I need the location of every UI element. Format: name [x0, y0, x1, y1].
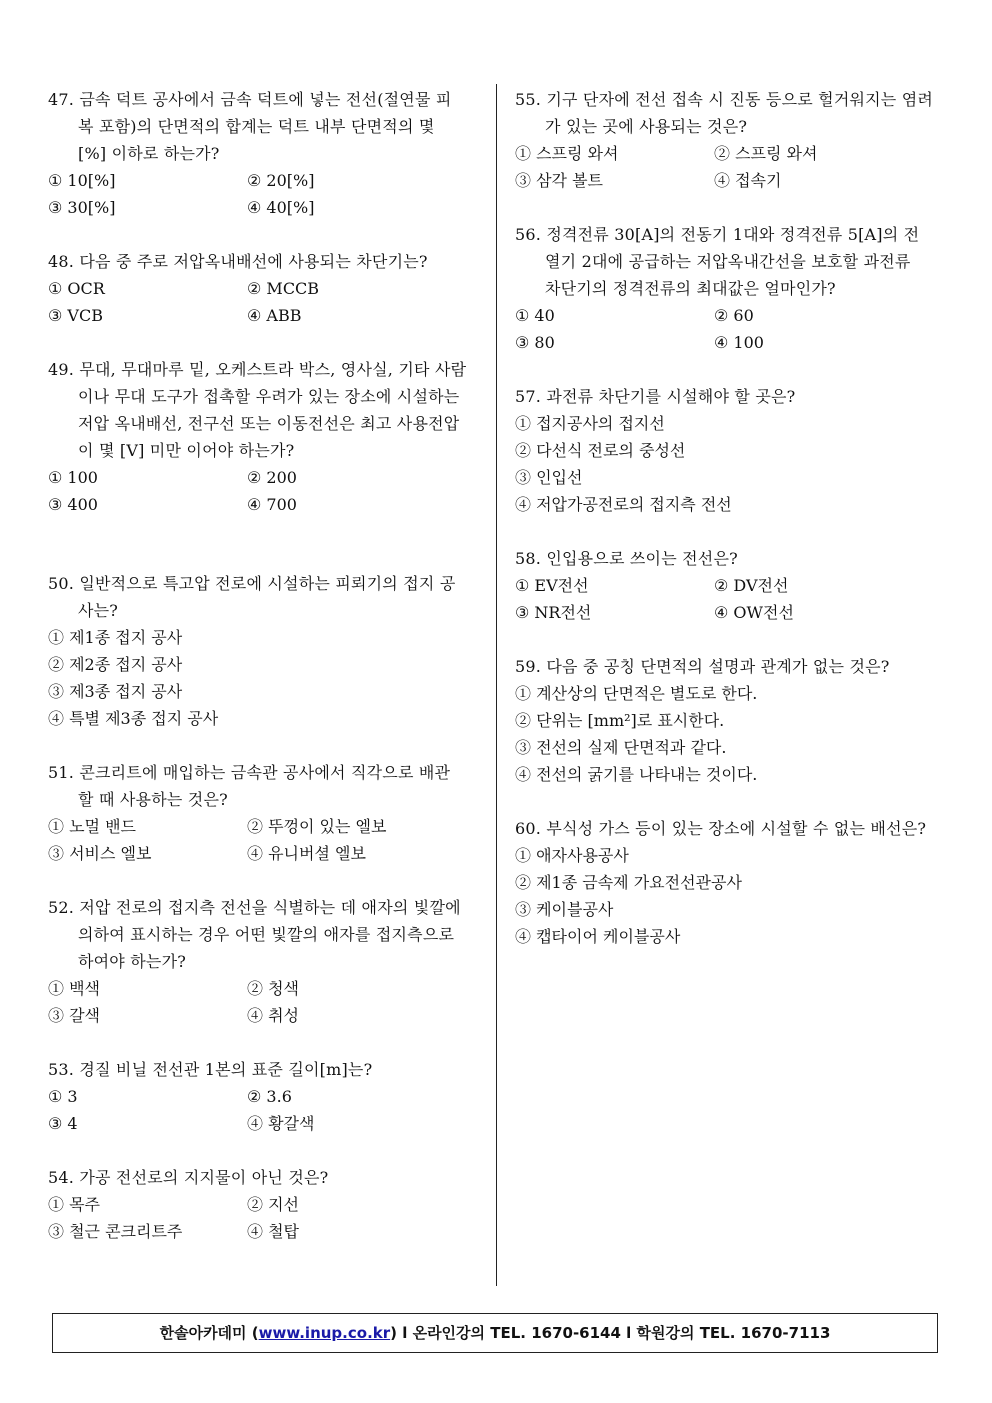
- options: [515, 140, 947, 194]
- options: [515, 572, 947, 626]
- footer-banner: [52, 1313, 938, 1353]
- option-2[interactable]: ② 제1종 금속제 가요전선관공사: [515, 873, 742, 892]
- option-1[interactable]: ① 애자사용공사: [515, 846, 629, 865]
- website-link[interactable]: www.inup.co.kr: [258, 1324, 391, 1342]
- option-2[interactable]: ② 60: [714, 306, 754, 325]
- option-3[interactable]: ③ 삼각 볼트: [515, 171, 603, 190]
- option-2[interactable]: ② 제2종 접지 공사: [48, 655, 183, 674]
- question-text: 55. 기구 단자에 전선 접속 시 진동 등으로 헐거워지는 염려: [515, 90, 934, 109]
- question-text: 50. 일반적으로 특고압 전로에 시설하는 피뢰기의 접지 공: [48, 574, 456, 593]
- question-text: 저압 옥내배선, 전구선 또는 이동전선은 최고 사용전압: [78, 414, 460, 433]
- option-2[interactable]: ② 20[%]: [247, 171, 315, 190]
- question-52: [48, 894, 480, 1029]
- option-2[interactable]: ② 단위는 [mm²]로 표시한다.: [515, 711, 725, 730]
- question-text: 57. 과전류 차단기를 시설해야 할 곳은?: [515, 387, 796, 406]
- option-4[interactable]: ④ 철탑: [247, 1222, 299, 1241]
- options: [48, 813, 480, 867]
- option-1[interactable]: ① 백색: [48, 979, 100, 998]
- option-4[interactable]: ④ ABB: [247, 306, 302, 325]
- option-4[interactable]: ④ 특별 제3종 접지 공사: [48, 709, 219, 728]
- option-4[interactable]: ④ 유니버셜 엘보: [247, 844, 366, 863]
- options: [48, 464, 480, 518]
- question-56: [515, 221, 947, 356]
- option-3[interactable]: ③ 인입선: [515, 468, 583, 487]
- option-4[interactable]: ④ 100: [714, 333, 764, 352]
- option-1[interactable]: ① 접지공사의 접지선: [515, 414, 665, 433]
- question-53: [48, 1056, 480, 1137]
- option-1[interactable]: ① EV전선: [515, 576, 589, 595]
- option-3[interactable]: ③ 서비스 엘보: [48, 844, 152, 863]
- question-55: [515, 86, 947, 194]
- question-text: 열기 2대에 공급하는 저압옥내간선을 보호할 과전류: [545, 252, 911, 271]
- question-51: [48, 759, 480, 867]
- option-3[interactable]: ③ 전선의 실제 단면적과 같다.: [515, 738, 727, 757]
- option-3[interactable]: ③ 80: [515, 333, 555, 352]
- options: [48, 167, 480, 221]
- question-60: [515, 815, 947, 950]
- option-2[interactable]: ② 3.6: [247, 1087, 292, 1106]
- question-47: [48, 86, 480, 221]
- question-text: 58. 인입용으로 쓰이는 전선은?: [515, 549, 738, 568]
- question-54: [48, 1164, 480, 1245]
- footer-prefix: 한솔아카데미 (: [159, 1324, 259, 1342]
- option-4[interactable]: ④ 접속기: [714, 171, 782, 190]
- question-57: [515, 383, 947, 518]
- option-2[interactable]: ② MCCB: [247, 279, 320, 298]
- question-text: 60. 부식성 가스 등이 있는 장소에 시설할 수 없는 배선은?: [515, 819, 927, 838]
- options: [48, 275, 480, 329]
- option-3[interactable]: ③ 4: [48, 1114, 78, 1133]
- question-text: 59. 다음 중 공칭 단면적의 설명과 관계가 없는 것은?: [515, 657, 890, 676]
- question-text: 이나 무대 도구가 접촉할 우려가 있는 장소에 시설하는: [78, 387, 460, 406]
- option-3[interactable]: ③ NR전선: [515, 603, 592, 622]
- option-1[interactable]: ① 목주: [48, 1195, 100, 1214]
- option-4[interactable]: ④ 40[%]: [247, 198, 315, 217]
- question-59: [515, 653, 947, 788]
- option-1[interactable]: ① OCR: [48, 279, 105, 298]
- option-1[interactable]: ① 10[%]: [48, 171, 116, 190]
- option-1[interactable]: ① 스프링 와셔: [515, 144, 619, 163]
- option-1[interactable]: ① 40: [515, 306, 555, 325]
- question-text: 47. 금속 덕트 공사에서 금속 덕트에 넣는 전선(절연물 피: [48, 90, 452, 109]
- question-text: [%] 이하로 하는가?: [78, 144, 220, 163]
- option-2[interactable]: ② 200: [247, 468, 297, 487]
- option-3[interactable]: ③ 철근 콘크리트주: [48, 1222, 183, 1241]
- question-58: [515, 545, 947, 626]
- option-1[interactable]: ① 3: [48, 1087, 78, 1106]
- options: [515, 680, 947, 788]
- left-column: [48, 86, 480, 1245]
- option-3[interactable]: ③ 케이블공사: [515, 900, 614, 919]
- option-1[interactable]: ① 제1종 접지 공사: [48, 628, 183, 647]
- option-2[interactable]: ② 청색: [247, 979, 299, 998]
- options: [48, 1083, 480, 1137]
- question-text: 사는?: [78, 601, 119, 620]
- column-divider: [496, 84, 497, 1286]
- question-text: 차단기의 정격전류의 최대값은 얼마인가?: [545, 279, 836, 298]
- options: [515, 302, 947, 356]
- question-text: 할 때 사용하는 것은?: [78, 790, 228, 809]
- options: [48, 624, 480, 732]
- option-2[interactable]: ② 지선: [247, 1195, 299, 1214]
- option-1[interactable]: ① 100: [48, 468, 98, 487]
- option-4[interactable]: ④ OW전선: [714, 603, 794, 622]
- option-4[interactable]: ④ 캡타이어 케이블공사: [515, 927, 681, 946]
- options: [515, 410, 947, 518]
- question-text: 의하여 표시하는 경우 어떤 빛깔의 애자를 접지측으로: [78, 925, 455, 944]
- options: [48, 1191, 480, 1245]
- question-text: 54. 가공 전선로의 지지물이 아닌 것은?: [48, 1168, 329, 1187]
- question-text: 51. 콘크리트에 매입하는 금속관 공사에서 직각으로 배관: [48, 763, 451, 782]
- footer-suffix: ) l 온라인강의 TEL. 1670-6144 l 학원강의 TEL. 1670-7113: [390, 1324, 831, 1342]
- question-49: [48, 356, 480, 518]
- question-50: [48, 570, 480, 732]
- option-4[interactable]: ④ 취성: [247, 1006, 299, 1025]
- question-text: 하여야 하는가?: [78, 952, 187, 971]
- question-text: 48. 다음 중 주로 저압옥내배선에 사용되는 차단기는?: [48, 252, 428, 271]
- option-4[interactable]: ④ 황갈색: [247, 1114, 315, 1133]
- option-4[interactable]: ④ 전선의 굵기를 나타내는 것이다.: [515, 765, 758, 784]
- question-text: 53. 경질 비닐 전선관 1본의 표준 길이[m]는?: [48, 1060, 373, 1079]
- options: [48, 975, 480, 1029]
- option-1[interactable]: ① 노멀 밴드: [48, 817, 136, 836]
- question-text: 복 포함)의 단면적의 합계는 덕트 내부 단면적의 몇: [78, 117, 435, 136]
- option-4[interactable]: ④ 700: [247, 495, 297, 514]
- option-3[interactable]: ③ 30[%]: [48, 198, 116, 217]
- option-2[interactable]: ② DV전선: [714, 576, 789, 595]
- option-4[interactable]: ④ 저압가공전로의 접지측 전선: [515, 495, 732, 514]
- option-2[interactable]: ② 스프링 와셔: [714, 144, 818, 163]
- option-3[interactable]: ③ 제3종 접지 공사: [48, 682, 183, 701]
- question-text: 52. 저압 전로의 접지측 전선을 식별하는 데 애자의 빛깔에: [48, 898, 461, 917]
- option-3[interactable]: ③ 갈색: [48, 1006, 100, 1025]
- option-2[interactable]: ② 뚜껑이 있는 엘보: [247, 817, 387, 836]
- option-3[interactable]: ③ 400: [48, 495, 98, 514]
- question-text: 49. 무대, 무대마루 밑, 오케스트라 박스, 영사실, 기타 사람: [48, 360, 467, 379]
- question-48: [48, 248, 480, 329]
- option-1[interactable]: ① 계산상의 단면적은 별도로 한다.: [515, 684, 758, 703]
- option-3[interactable]: ③ VCB: [48, 306, 103, 325]
- question-text: 가 있는 곳에 사용되는 것은?: [545, 117, 748, 136]
- question-text: 56. 정격전류 30[A]의 전동기 1대와 정격전류 5[A]의 전: [515, 225, 920, 244]
- right-column: [515, 86, 947, 950]
- option-2[interactable]: ② 다선식 전로의 중성선: [515, 441, 686, 460]
- options: [515, 842, 947, 950]
- question-text: 이 몇 [V] 미만 이어야 하는가?: [78, 441, 295, 460]
